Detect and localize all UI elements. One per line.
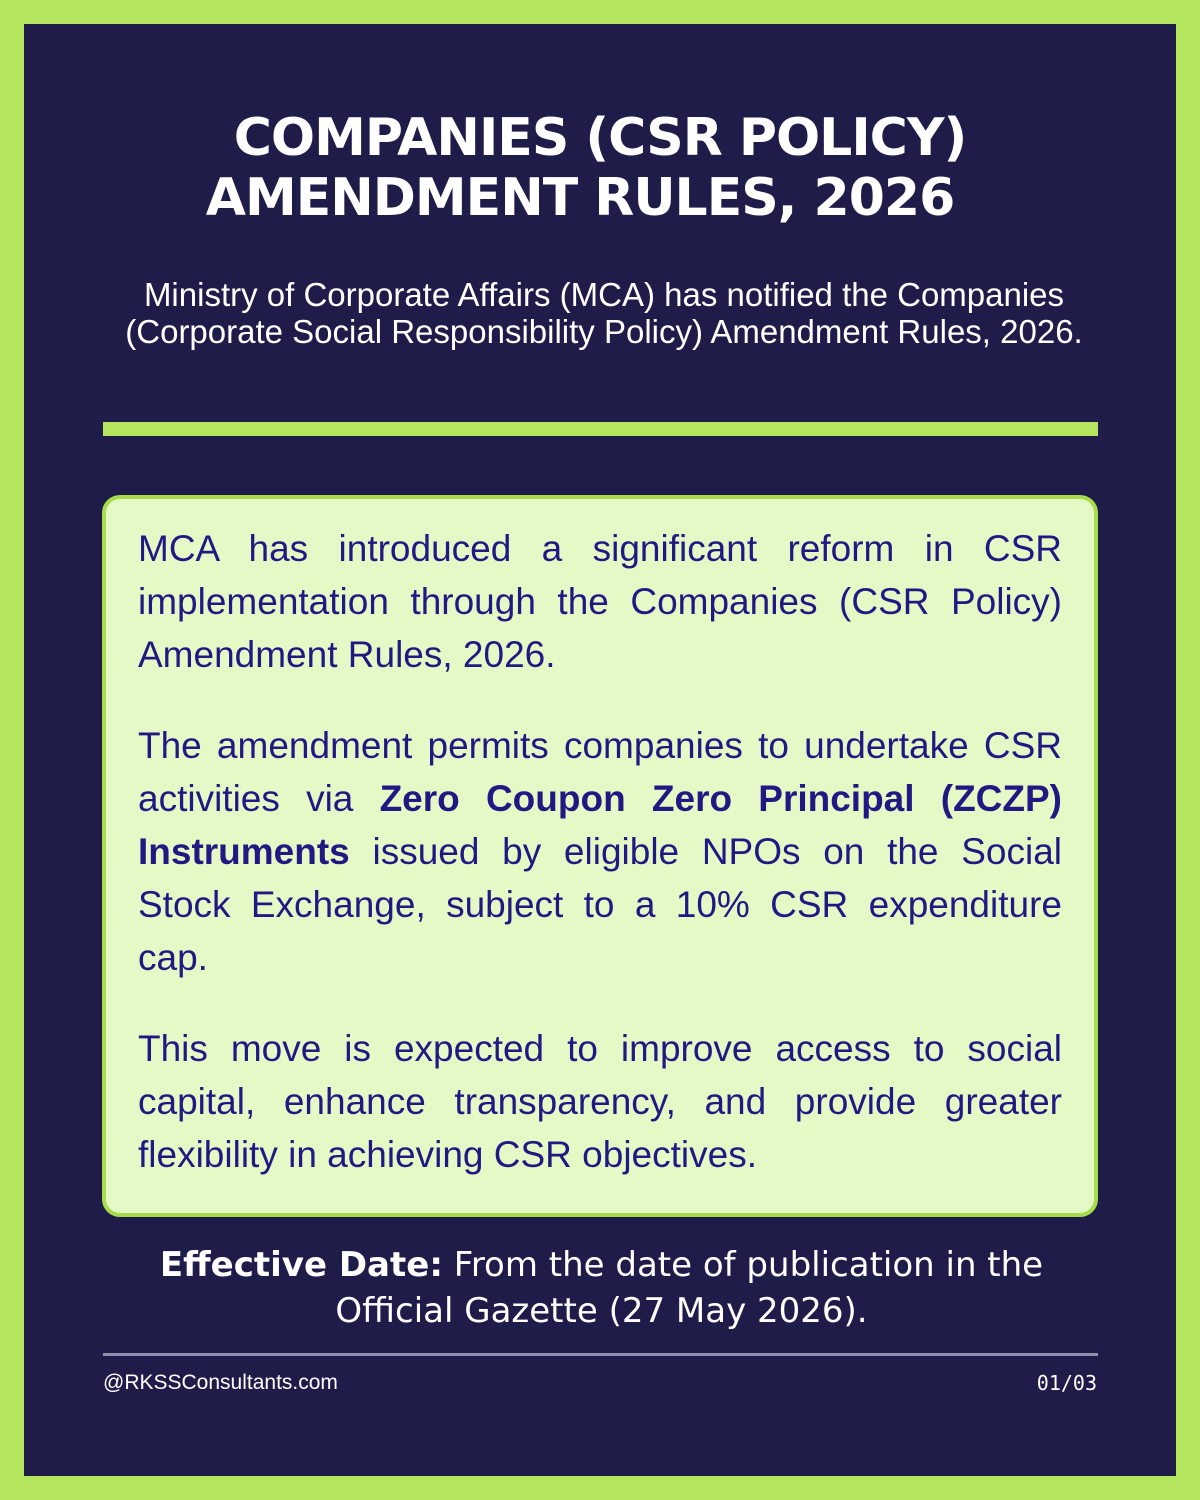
subtitle: Ministry of Corporate Affairs (MCA) has notified the Companies (Corporate Social Responsibility Policy) Amendment Rules, 2026. <box>125 276 1083 350</box>
footer-divider <box>103 1353 1098 1356</box>
accent-divider <box>103 422 1098 436</box>
summary-card <box>102 495 1098 1217</box>
card-paragraph-1: MCA has introduced a significant reform in CSR implementation through the Companies (CSR Policy) Amendment Rules, 2026. <box>138 528 1062 675</box>
page-title <box>24 108 1176 228</box>
effective-date-text: From the date of publication in the Official Gazette (27 May 2026). <box>335 1245 1044 1331</box>
card-paragraph-2 <box>138 719 1062 984</box>
slide-frame <box>24 24 1176 1476</box>
title-line-2: AMENDMENT RULES, 2026 <box>205 168 955 228</box>
zczp-highlight: Zero Coupon Zero Principal (ZCZP) Instruments <box>138 778 1062 872</box>
card-paragraph-3: This move is expected to improve access to social capital, enhance transparency, and provide greater flexibility in achieving CSR objectives. <box>138 1028 1062 1175</box>
effective-date <box>124 1242 1079 1334</box>
footer-handle: @RKSSConsultants.com <box>103 1371 338 1394</box>
title-line-1: COMPANIES (CSR POLICY) <box>233 108 967 168</box>
card-paragraph-2-start: The amendment permits companies to undertake CSR activities via <box>138 725 1062 819</box>
card-paragraph-2-end: issued by eligible NPOs on the Social Stock Exchange, subject to a 10% CSR expenditure cap. <box>138 831 1062 978</box>
page-indicator: 01/03 <box>1036 1371 1097 1395</box>
effective-date-label: Effective Date: <box>159 1245 443 1285</box>
